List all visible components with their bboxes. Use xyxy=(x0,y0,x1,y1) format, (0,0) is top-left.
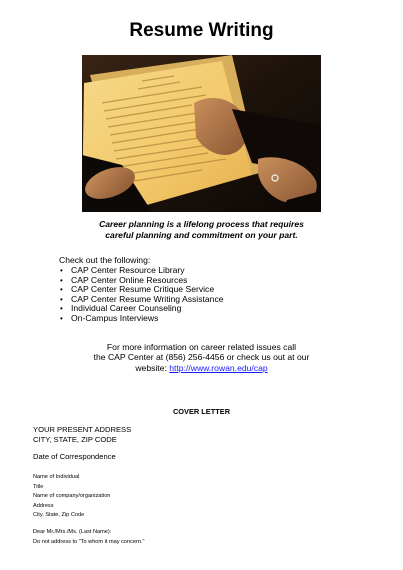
recipient-line: Title xyxy=(33,483,44,490)
address-line: YOUR PRESENT ADDRESS xyxy=(33,425,132,434)
tagline-line-1: Career planning is a lifelong process that requires xyxy=(99,219,304,229)
sender-address xyxy=(33,425,131,444)
salutation-block xyxy=(33,528,145,547)
tagline-line-2: careful planning and commitment on your part. xyxy=(105,230,298,240)
recipient-line: Name of company/organization xyxy=(33,493,111,499)
list-item: • On-Campus Interviews xyxy=(59,314,224,324)
website-link[interactable]: http://www.rowan.edu/cap xyxy=(169,362,268,373)
recipient-line: Name of Individual xyxy=(33,474,80,480)
list-item: • CAP Center Resource Library xyxy=(59,266,224,276)
list-item: • CAP Center Resume Writing Assistance xyxy=(59,295,224,305)
resume-photo xyxy=(82,55,321,212)
salutation-line: Dear Mr./Mrs./Ms. (Last Name): xyxy=(33,529,112,535)
address-line: CITY, STATE, ZIP CODE xyxy=(33,434,117,444)
website-label: website: xyxy=(135,362,170,373)
more-info xyxy=(0,342,403,373)
cover-letter-title: COVER LETTER xyxy=(172,407,231,416)
recipient-line: Address xyxy=(33,502,54,509)
list-item: • Individual Career Counseling xyxy=(59,304,224,314)
recipient-line: City, State, Zip Code xyxy=(33,512,85,518)
resource-list xyxy=(59,266,224,324)
recipient-block xyxy=(33,473,110,521)
more-info-line-2: the CAP Center at (856) 256-4456 or check us out at our xyxy=(93,352,310,363)
more-info-line-1: For more information on career related issues call xyxy=(106,342,297,352)
list-item: • CAP Center Resume Critique Service xyxy=(59,285,224,295)
page-title: Resume Writing xyxy=(129,20,274,41)
resources-intro: Check out the following: xyxy=(59,255,151,265)
correspondence-date: Date of Correspondence xyxy=(33,452,116,461)
list-item: • CAP Center Online Resources xyxy=(59,276,224,286)
salutation-note: Do not address to "To whom it may concern." xyxy=(33,538,145,545)
tagline xyxy=(0,219,403,241)
more-info-line-3 xyxy=(0,363,403,373)
